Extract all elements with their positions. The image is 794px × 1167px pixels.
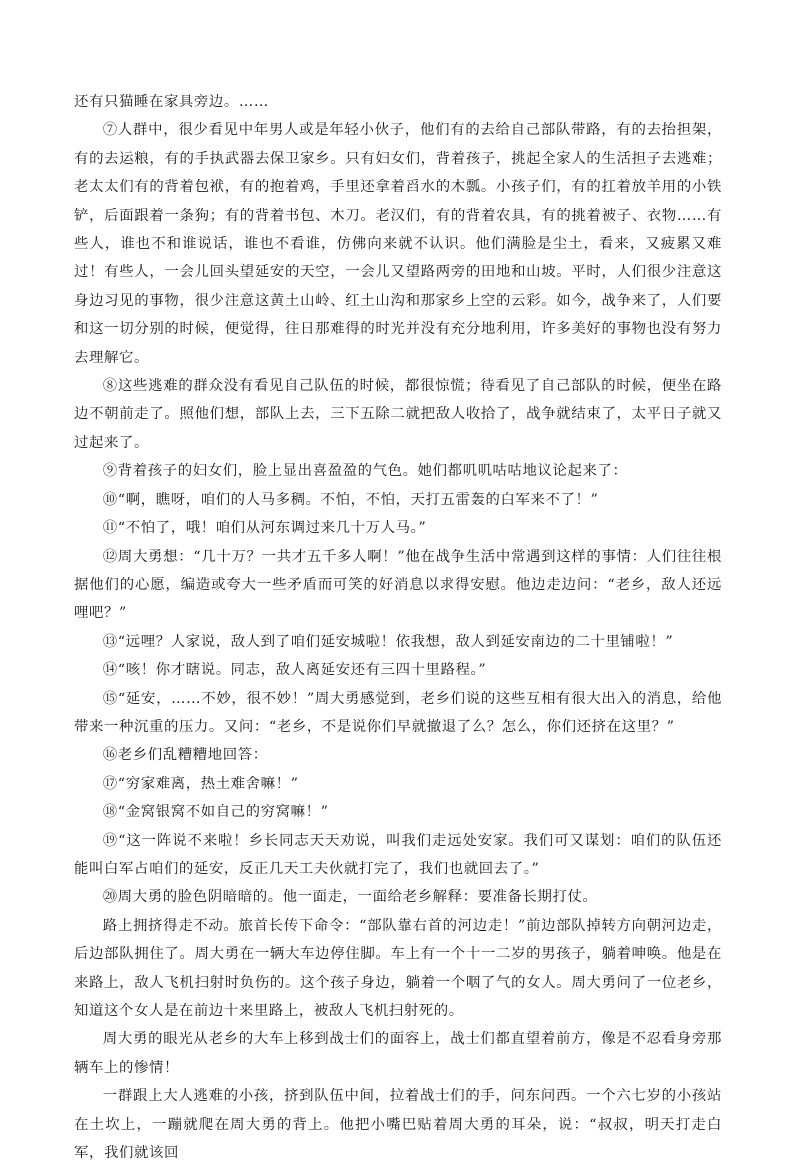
paragraph-18: ⑱“金窝银窝不如自己的穷窝嘛！” <box>102 804 329 821</box>
paragraph-7: ⑦人群中，很少看见中年男人或是年轻小伙子，他们有的去给自己部队带路，有的去抬担架，有的去运粮，有的手执武器去保卫家乡。只有妇女们，背着孩子，挑起全家人的生活担子去逃难；老太太们有的背着包袱，有的抱着鸡，手里还拿着舀水的木瓢。小孩子们，有的扛着放羊用的小铁铲，后面跟着一条狗；有的背着书包、木刀。老汉们，有的背着农具，有的挑着被子、衣物……有些人，谁也不和谁说话，谁也不看谁，仿佛向来就不认识。他们满脸是尘土，看来，又疲累又难过！有些人，一会儿回头望延安的天空，一会儿又望路两旁的田地和山坡。平时，人们很少注意这身边习见的事物，很少注意这黄土山岭、红土山沟和那家乡上空的云彩。如今，战争来了，人们要和这一切分别的时候，便觉得，往日那难得的时光并没有充分地利用，许多美好的事物也没有努力去理解它。 <box>74 122 722 366</box>
paragraph-13: ⑬“远哩？人家说，敌人到了咱们延安城啦！依我想，敌人到延安南边的二十里铺啦！” <box>102 633 674 650</box>
paragraph-14: ⑭“咳！你才瞎说。同志，敌人离延安还有三四十里路程。” <box>102 662 487 679</box>
paragraph-11: ⑪“不怕了，哦！咱们从河东调过来几十万人马。” <box>102 520 427 537</box>
paragraph-22: 周大勇的眼光从老乡的大车上移到战士们的面容上，战士们都直望着前方，像是不忍看身旁那辆车上的惨情！ <box>74 1031 722 1076</box>
paragraph-19: ⑲“这一阵说不来啦！乡长同志天天劝说，叫我们走远处安家。我们可又谋划：咱们的队伍还能叫白军占咱们的延安，反正几天工夫伙就打完了，我们也就回去了。” <box>74 832 722 877</box>
paragraph-23: 一群跟上大人逃难的小孩，挤到队伍中间，拉着战士们的手，问东问西。一个六七岁的小孩站在土坎上，一蹦就爬在周大勇的背上。他把小嘴巴贴着周大勇的耳朵，说：“叔叔，明天打走白军，我们就该回 <box>74 1088 722 1162</box>
paragraph-8: ⑧这些逃难的群众没有看见自己队伍的时候，都很惊慌；待看见了自己部队的时候，便坐在路边不朝前走了。照他们想，部队上去，三下五除二就把敌人收拾了，战争就结束了，太平日子就又过起来了。 <box>74 378 722 451</box>
paragraph-16: ⑯老乡们乱糟糟地回答： <box>102 747 268 764</box>
paragraph-21: 路上拥挤得走不动。旅首长传下命令：“部队靠右首的河边走！”前边部队掉转方向朝河边走，后边部队拥住了。周大勇在一辆大车边停住脚。车上有一个十一二岁的男孩子，躺着呻唤。他是在来路上，敌人飞机扫射时负伤的。这个孩子身边，躺着一个咽了气的女人。周大勇问了一位老乡，知道这个女人是在前边十来里路上，被敌人飞机扫射死的。 <box>74 917 722 1019</box>
paragraph-9: ⑨背着孩子的妇女们，脸上显出喜盈盈的气色。她们都叽叽咕咕地议论起来了： <box>102 463 628 480</box>
paragraph-20: ⑳周大勇的脸色阴暗暗的。他一面走，一面给老乡解释：要准备长期打仗。 <box>102 889 598 906</box>
paragraph-17: ⑰“穷家难离，热土难舍嘛！” <box>102 775 299 792</box>
paragraph-1: 还有只猫睡在家具旁边。…… <box>74 94 269 110</box>
paragraph-10: ⑩“啊，瞧呀，咱们的人马多稠。不怕，不怕，天打五雷轰的白军来不了！” <box>102 491 599 508</box>
paragraph-12: ⑫周大勇想：“几十万？一共才五千多人啊！”他在战争生活中常遇到这样的事情：人们往往根据他们的心愿，编造或夸大一些矛盾而可笑的好消息以求得安慰。他边走边问：“老乡，敌人还远哩吧？” <box>74 548 722 622</box>
paragraph-15: ⑮“延安，……不妙，很不妙！”周大勇感觉到，老乡们说的这些互相有很大出入的消息，给他带来一种沉重的压力。又问：“老乡，不是说你们早就撤退了么？怎么，你们还挤在这里？” <box>74 690 722 735</box>
document-page <box>74 88 722 1167</box>
